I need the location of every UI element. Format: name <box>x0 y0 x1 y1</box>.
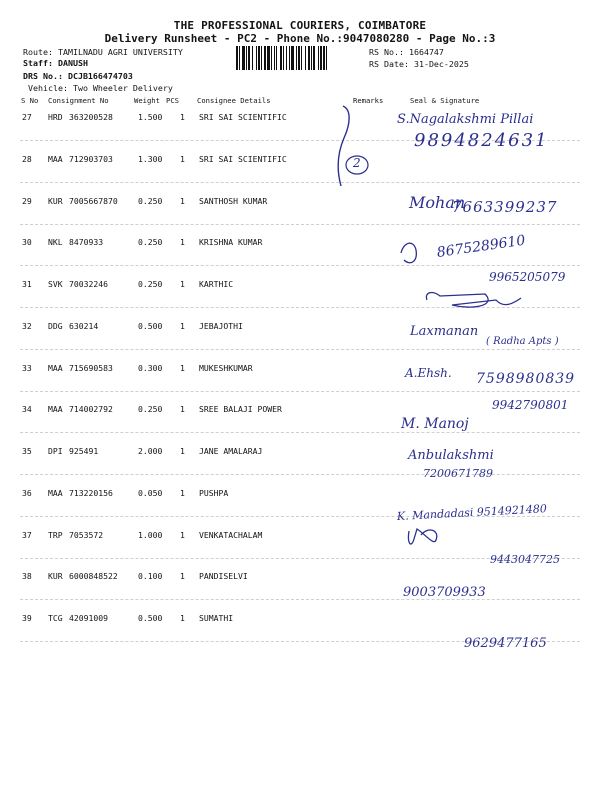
signature-phone-37: 9443047725 <box>490 553 560 566</box>
row-weight: 2.000 <box>138 446 163 456</box>
col-seal-header: Seal & Signature <box>410 96 480 105</box>
row-weight: 0.250 <box>138 237 163 247</box>
row-consignment-prefix: KUR <box>48 196 63 206</box>
signature-scribble-30 <box>401 243 416 263</box>
row-sno: 29 <box>22 196 32 206</box>
row-consignment-prefix: DDG <box>48 321 63 331</box>
row-pcs: 1 <box>180 363 185 373</box>
remarks-bracket <box>338 106 349 186</box>
signature-phone-30: 8675289610 <box>435 232 527 261</box>
drs-number: DRS No.: DCJB166474703 <box>23 71 133 81</box>
row-consignee: SANTHOSH KUMAR <box>199 196 268 206</box>
row-weight: 0.500 <box>138 321 163 331</box>
row-sno: 38 <box>22 571 32 581</box>
col-sno-header: S No <box>21 96 39 105</box>
row-consignment-number: 363200528 <box>69 112 113 122</box>
row-weight: 0.250 <box>138 404 163 414</box>
signature-note-32: ( Radha Apts ) <box>486 336 559 347</box>
row-consignment-prefix: HRD <box>48 112 63 122</box>
row-consignee: VENKATACHALAM <box>199 530 263 540</box>
row-consignee: SREE BALAJI POWER <box>199 404 282 414</box>
signature-name-29: Mohan <box>409 193 466 212</box>
row-weight: 1.300 <box>138 154 163 164</box>
row-pcs: 1 <box>180 530 185 540</box>
row-weight: 0.300 <box>138 363 163 373</box>
row-sno: 37 <box>22 530 32 540</box>
row-sno: 30 <box>22 237 32 247</box>
row-consignee: SRI SAI SCIENTIFIC <box>199 154 287 164</box>
signature-phone-35: 7200671789 <box>423 467 493 480</box>
row-consignee: PUSHPA <box>199 488 229 498</box>
col-consignee-header: Consignee Details <box>197 96 271 105</box>
row-weight: 0.250 <box>138 196 163 206</box>
col-weight-header: Weight <box>134 96 160 105</box>
signature-phone-34: 9942790801 <box>492 398 569 412</box>
signature-phone-27: 9894824631 <box>414 130 549 151</box>
row-consignment-prefix: MAA <box>48 488 63 498</box>
signature-name-35: Anbulakshmi <box>408 448 494 463</box>
row-consignment-prefix: MAA <box>48 404 63 414</box>
signature-name-34: M. Manoj <box>401 416 469 432</box>
signature-phone-29: 7663399237 <box>452 198 558 216</box>
row-consignment-prefix: NKL <box>48 237 63 247</box>
row-sno: 33 <box>22 363 32 373</box>
runsheet-subtitle: Delivery Runsheet - PC2 - Phone No.:9047080280 - Page No.:3 <box>104 32 496 45</box>
row-weight: 1.500 <box>138 112 163 122</box>
row-sno: 31 <box>22 279 32 289</box>
row-sno: 35 <box>22 446 32 456</box>
row-pcs: 1 <box>180 404 185 414</box>
company-title: THE PROFESSIONAL COURIERS, COIMBATORE <box>173 19 427 32</box>
row-consignment-number: 70032246 <box>69 279 108 289</box>
signature-phone-38: 9003709933 <box>403 585 486 600</box>
row-pcs: 1 <box>180 446 185 456</box>
row-consignment-number: 925491 <box>69 446 99 456</box>
row-sno: 34 <box>22 404 32 414</box>
row-pcs: 1 <box>180 237 185 247</box>
row-weight: 0.100 <box>138 571 163 581</box>
col-pcs-header: PCS <box>166 96 179 105</box>
row-consignment-number: 7005667870 <box>69 196 118 206</box>
row-sno: 39 <box>22 613 32 623</box>
signature-name-32: Laxmanan <box>410 324 479 339</box>
row-pcs: 1 <box>180 613 185 623</box>
signature-scribble-31 <box>426 293 521 308</box>
route-label: Route: TAMILNADU AGRI UNIVERSITY <box>23 47 183 57</box>
row-consignment-prefix: TRP <box>48 530 63 540</box>
row-pcs: 1 <box>180 279 185 289</box>
signature-phone-39: 9629477165 <box>464 636 547 651</box>
row-sno: 27 <box>22 112 32 122</box>
row-pcs: 1 <box>180 488 185 498</box>
row-consignment-number: 8470933 <box>69 237 104 247</box>
staff-label: Staff: DANUSH <box>23 58 88 68</box>
row-consignment-number: 630214 <box>69 321 99 331</box>
row-sno: 28 <box>22 154 32 164</box>
row-pcs: 1 <box>180 571 185 581</box>
row-consignment-number: 713220156 <box>69 488 113 498</box>
row-consignee: MUKESHKUMAR <box>199 363 253 373</box>
row-weight: 0.250 <box>138 279 163 289</box>
signature-text-37: K. Mandadasi 9514921480 <box>396 502 548 523</box>
row-consignee: SUMATHI <box>199 613 234 623</box>
row-consignee: JEBAJOTHI <box>199 321 243 331</box>
vehicle-label: Vehicle: Two Wheeler Delivery <box>28 83 173 93</box>
signature-name-27: S.Nagalakshmi Pillai <box>397 112 534 127</box>
row-consignment-number: 714002792 <box>69 404 113 414</box>
signature-name-33: A.Ehsh. <box>405 366 452 380</box>
remarks-mark: 2 <box>353 156 361 170</box>
row-weight: 1.000 <box>138 530 163 540</box>
row-sno: 36 <box>22 488 32 498</box>
row-consignment-number: 6000848522 <box>69 571 118 581</box>
row-pcs: 1 <box>180 196 185 206</box>
row-consignee: KARTHIC <box>199 279 234 289</box>
row-pcs: 1 <box>180 112 185 122</box>
rs-number: RS No.: 1664747 <box>369 47 444 57</box>
row-consignee: SRI SAI SCIENTIFIC <box>199 112 287 122</box>
row-weight: 0.050 <box>138 488 163 498</box>
signature-phone-31: 9965205079 <box>489 270 566 284</box>
signature-phone-33: 7598980839 <box>476 371 576 387</box>
signature-scribble-37 <box>408 529 436 544</box>
row-consignee: PANDISELVI <box>199 571 248 581</box>
rs-date: RS Date: 31-Dec-2025 <box>369 59 469 69</box>
row-consignment-prefix: DPI <box>48 446 63 456</box>
row-weight: 0.500 <box>138 613 163 623</box>
row-consignment-number: 42091009 <box>69 613 108 623</box>
row-consignment-prefix: MAA <box>48 154 63 164</box>
row-consignment-number: 712903703 <box>69 154 113 164</box>
row-consignment-prefix: TCG <box>48 613 63 623</box>
col-remarks-header: Remarks <box>353 96 384 105</box>
row-sno: 32 <box>22 321 32 331</box>
row-consignment-number: 7053572 <box>69 530 104 540</box>
row-consignee: JANE AMALARAJ <box>199 446 263 456</box>
row-consignment-prefix: SVK <box>48 279 63 289</box>
row-consignment-prefix: KUR <box>48 571 63 581</box>
row-pcs: 1 <box>180 321 185 331</box>
row-consignment-prefix: MAA <box>48 363 63 373</box>
row-consignment-number: 715690583 <box>69 363 113 373</box>
col-consignment-header: Consignment No <box>48 96 109 105</box>
row-consignee: KRISHNA KUMAR <box>199 237 263 247</box>
row-pcs: 1 <box>180 154 185 164</box>
